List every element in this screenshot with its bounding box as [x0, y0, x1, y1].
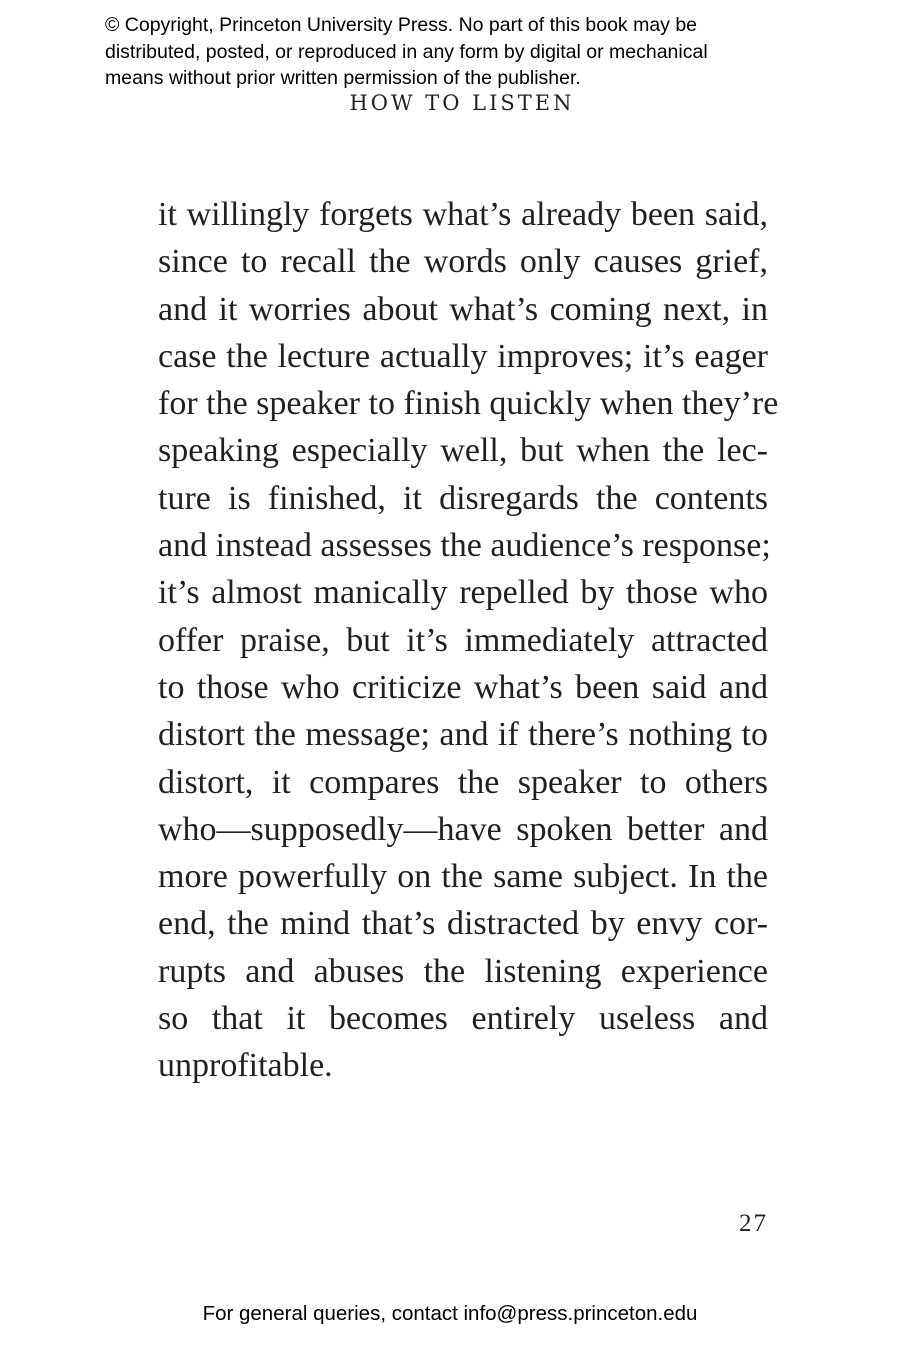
text-line: so that it becomes entirely useless and: [158, 1000, 768, 1038]
copyright-line: distributed, posted, or reproduced in any form by digital or mechanical: [105, 40, 708, 63]
text-line: end, the mind that’s distracted by envy cor-: [158, 905, 768, 943]
text-line: more powerfully on the same subject. In the: [158, 858, 768, 896]
footer-contact: For general queries, contact info@press.princeton.edu: [202, 1302, 698, 1325]
text-line: case the lecture actually improves; it’s eager: [158, 337, 768, 375]
copyright-line: means without prior written permission of the publisher.: [105, 67, 581, 89]
page-number: 27: [739, 1210, 768, 1237]
copyright-line: © Copyright, Princeton University Press. No part of this book may be: [105, 14, 698, 36]
text-line: rupts and abuses the listening experience: [158, 952, 768, 990]
text-line: since to recall the words only causes grief,: [158, 243, 768, 281]
text-line: unprofitable.: [158, 1047, 333, 1085]
text-line: offer praise, but it’s immediately attracted: [158, 621, 768, 659]
text-line: ture is finished, it disregards the contents: [158, 479, 768, 517]
body-paragraph: [158, 191, 779, 1090]
text-line: and it worries about what’s coming next, in: [158, 290, 768, 328]
text-line: it willingly forgets what’s already been said,: [158, 196, 768, 233]
text-line: and instead assesses the audience’s response;: [158, 527, 771, 565]
text-line: speaking especially well, but when the lec-: [158, 432, 768, 470]
text-line: for the speaker to finish quickly when they’re: [158, 385, 779, 423]
text-line: to those who criticize what’s been said and: [158, 668, 768, 706]
text-line: it’s almost manically repelled by those who: [158, 574, 768, 612]
text-line: who—supposedly—have spoken better and: [158, 810, 768, 848]
running-head: HOW TO LISTEN: [349, 91, 575, 115]
copyright-notice: [105, 12, 825, 92]
text-line: distort, it compares the speaker to others: [158, 763, 768, 801]
text-line: distort the message; and if there’s nothing to: [158, 716, 768, 754]
